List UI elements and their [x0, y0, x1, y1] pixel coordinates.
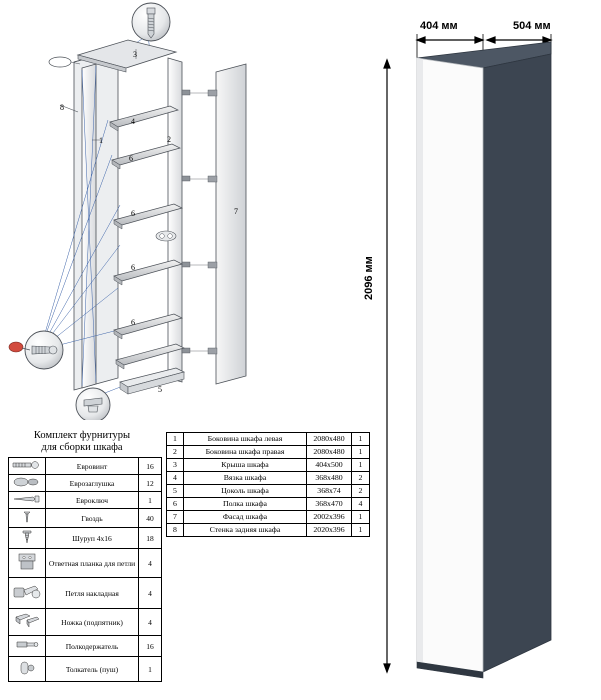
kit-item-name: Шуруп 4х16 — [46, 528, 139, 549]
cabinet-3d-view — [355, 0, 601, 700]
table-row — [9, 549, 162, 578]
part-no: 8 — [167, 524, 184, 537]
parts-table — [166, 432, 370, 537]
pusher-icon — [9, 657, 46, 682]
exploded-assembly-diagram — [0, 0, 340, 420]
part-no: 6 — [167, 498, 184, 511]
hardware-kit-title — [8, 430, 156, 454]
table-row — [9, 528, 162, 549]
kit-item-qty: 1 — [139, 492, 162, 509]
part-size: 2020х396 — [307, 524, 352, 537]
part-name: Боковина шкафа правая — [184, 446, 307, 459]
part-qty: 1 — [352, 511, 370, 524]
hinge-plate-icon — [9, 549, 46, 578]
part-qty: 1 — [352, 433, 370, 446]
width-dimension-label: 404 мм — [420, 20, 458, 32]
part-name: Боковина шкафа левая — [184, 433, 307, 446]
kit-item-qty: 40 — [139, 509, 162, 528]
part-qty: 2 — [352, 472, 370, 485]
table-row — [9, 475, 162, 492]
euro-cap-icon — [9, 475, 46, 492]
part-size: 404х500 — [307, 459, 352, 472]
part-name: Фасад шкафа — [184, 511, 307, 524]
part-no: 2 — [167, 446, 184, 459]
table-row — [9, 636, 162, 657]
part-size: 368х480 — [307, 472, 352, 485]
kit-item-qty: 4 — [139, 549, 162, 578]
kit-item-qty: 16 — [139, 458, 162, 475]
part-name: Вязка шкафа — [184, 472, 307, 485]
depth-dimension-label: 504 мм — [513, 20, 551, 32]
callout-7: 7 — [234, 207, 238, 216]
part-no: 7 — [167, 511, 184, 524]
callout-5: 5 — [158, 385, 162, 394]
callout-6c: 6 — [131, 263, 135, 272]
table-row — [167, 433, 370, 446]
part-name: Цоколь шкафа — [184, 485, 307, 498]
height-dimension-line — [384, 60, 390, 672]
shelf-support-icon — [9, 636, 46, 657]
kit-item-qty: 18 — [139, 528, 162, 549]
table-row — [167, 446, 370, 459]
hardware-kit-table — [8, 457, 162, 682]
nail-icon — [9, 509, 46, 528]
part-qty: 1 — [352, 524, 370, 537]
table-row — [9, 509, 162, 528]
part-size: 368х470 — [307, 498, 352, 511]
parts-list-section — [166, 432, 363, 537]
part-size: 2080х480 — [307, 446, 352, 459]
callout-1: 1 — [99, 136, 103, 145]
kit-item-name: Ответная планка для петли — [46, 549, 139, 578]
table-row — [9, 609, 162, 636]
part-qty: 1 — [352, 446, 370, 459]
callout-3: 3 — [133, 50, 137, 59]
hardware-kit-title-line1: Комплект фурнитуры — [33, 430, 131, 441]
detail-bubble-euroscrew — [9, 331, 63, 369]
kit-item-name: Евроключ — [46, 492, 139, 509]
part-qty: 4 — [352, 498, 370, 511]
part-qty: 1 — [352, 459, 370, 472]
table-row — [167, 524, 370, 537]
part-name: Крыша шкафа — [184, 459, 307, 472]
hardware-kit-section — [8, 430, 156, 682]
part-no: 5 — [167, 485, 184, 498]
kit-item-name: Гвоздь — [46, 509, 139, 528]
callout-6b: 6 — [131, 209, 135, 218]
part-size: 368х74 — [307, 485, 352, 498]
part-no: 3 — [167, 459, 184, 472]
table-row — [9, 458, 162, 475]
kit-item-qty: 12 — [139, 475, 162, 492]
euroscrew-icon — [9, 458, 46, 475]
callout-2: 2 — [167, 135, 171, 144]
kit-item-name: Еврозаглушка — [46, 475, 139, 492]
kit-item-name: Полкодержатель — [46, 636, 139, 657]
hardware-kit-title-line2: для сборки шкафа — [41, 442, 123, 453]
table-row — [167, 459, 370, 472]
callout-4a: 4 — [131, 117, 135, 126]
cabinet-solid — [417, 42, 551, 678]
table-row — [167, 498, 370, 511]
hinge-icon — [9, 578, 46, 609]
foot-icon — [9, 609, 46, 636]
part-size: 2002х396 — [307, 511, 352, 524]
kit-item-name: Евровинт — [46, 458, 139, 475]
table-row — [167, 485, 370, 498]
part-size: 2080х480 — [307, 433, 352, 446]
detail-bubble-foot — [76, 388, 110, 420]
height-dimension-label: 2096 мм — [363, 256, 375, 300]
table-row — [167, 472, 370, 485]
kit-item-name: Петля накладная — [46, 578, 139, 609]
part-plinth — [120, 368, 184, 394]
detail-bubble-top-screw — [132, 3, 170, 41]
callout-8: 8 — [60, 103, 64, 112]
part-no: 1 — [167, 433, 184, 446]
kit-item-qty: 16 — [139, 636, 162, 657]
table-row — [9, 578, 162, 609]
part-no: 4 — [167, 472, 184, 485]
part-name: Стенка задняя шкафа — [184, 524, 307, 537]
callout-6a: 6 — [129, 154, 133, 163]
part-door — [190, 64, 246, 384]
kit-item-name: Ножка (подпятник) — [46, 609, 139, 636]
part-pusher — [156, 231, 176, 241]
screw-icon — [9, 528, 46, 549]
euro-key-icon — [9, 492, 46, 509]
part-qty: 2 — [352, 485, 370, 498]
kit-item-qty: 4 — [139, 578, 162, 609]
kit-item-name: Толкатель (пуш) — [46, 657, 139, 682]
table-row — [9, 657, 162, 682]
part-name: Полка шкафа — [184, 498, 307, 511]
table-row — [167, 511, 370, 524]
table-row — [9, 492, 162, 509]
kit-item-qty: 1 — [139, 657, 162, 682]
kit-item-qty: 4 — [139, 609, 162, 636]
callout-6d: 6 — [131, 318, 135, 327]
